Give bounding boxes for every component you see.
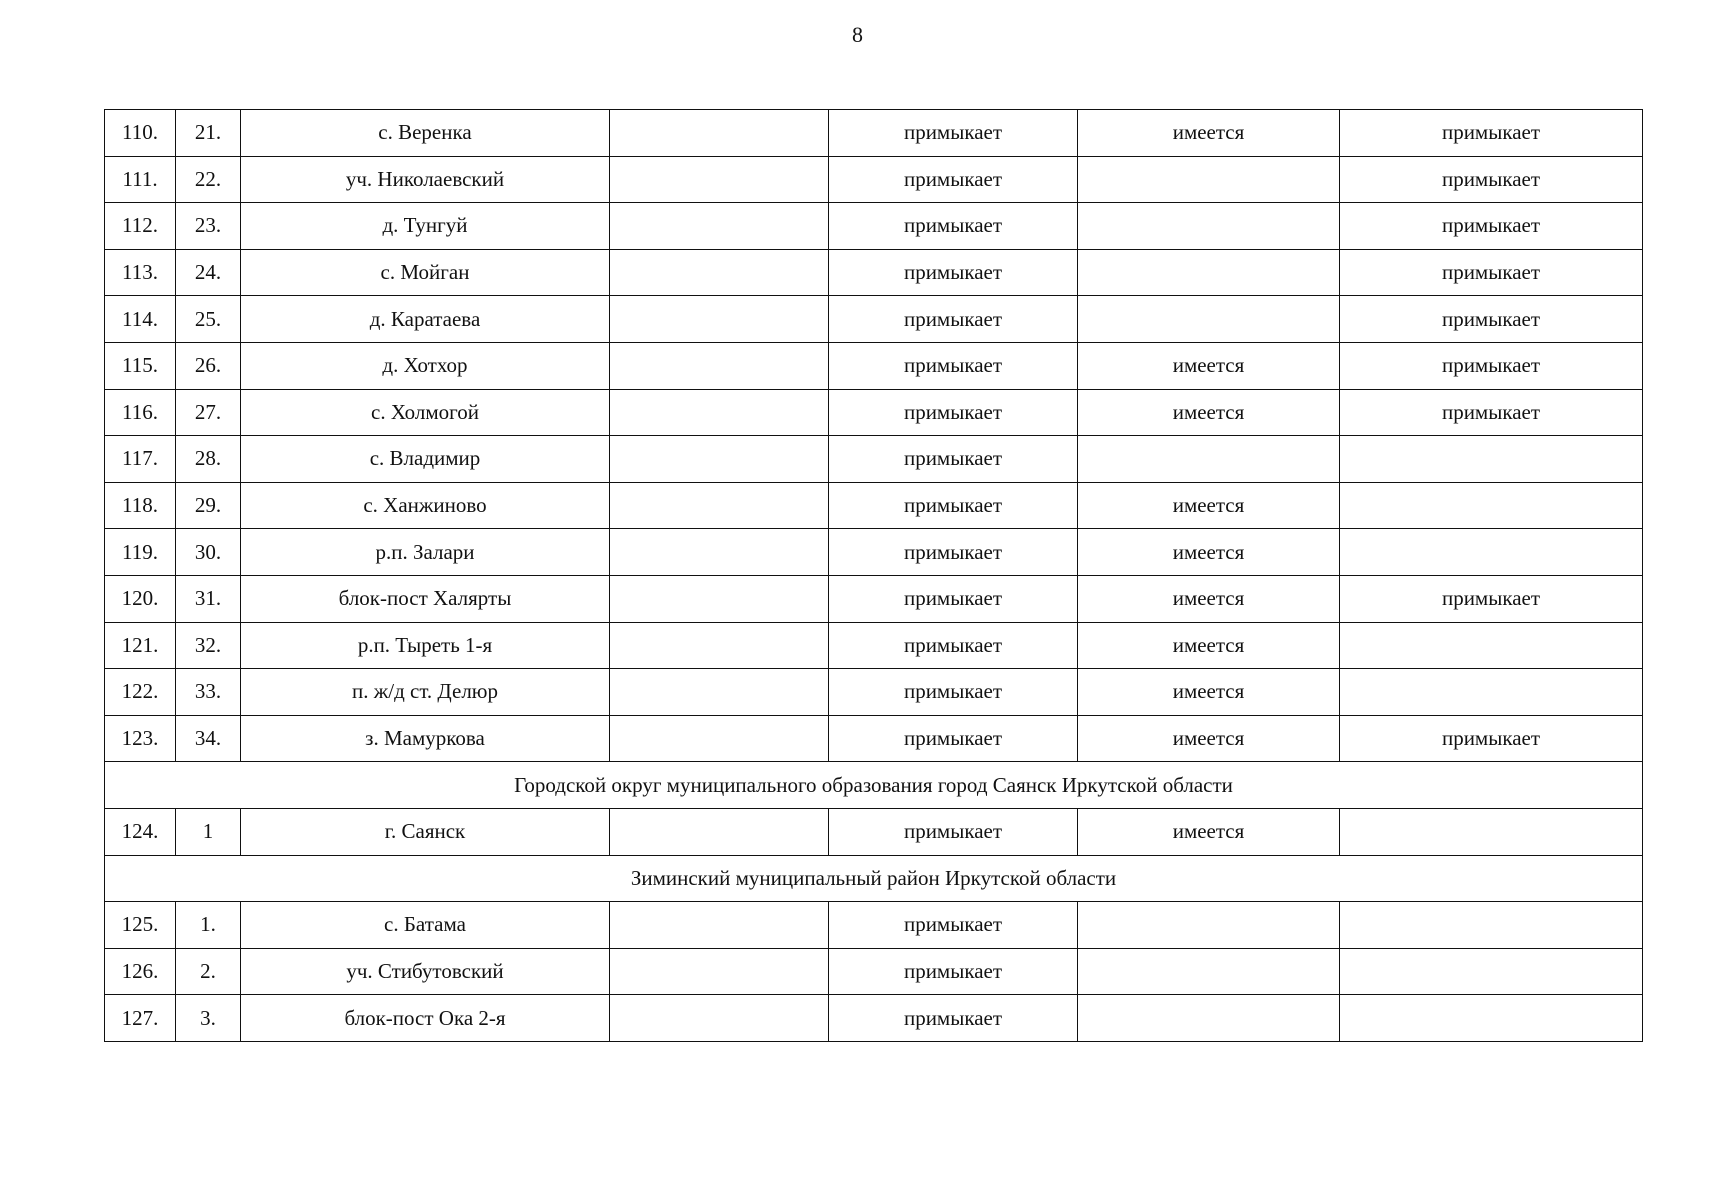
- column-7-cell: [1340, 995, 1643, 1042]
- table-row: [105, 902, 1643, 949]
- column-5-cell: примыкает: [829, 110, 1078, 157]
- row-number: 125.: [105, 902, 176, 949]
- column-6-cell: [1078, 156, 1340, 203]
- settlement-name: г. Саянск: [241, 808, 610, 855]
- column-7-cell: примыкает: [1340, 715, 1643, 762]
- table-body: [105, 110, 1643, 1042]
- section-title: Городской округ муниципального образования город Саянск Иркутской области: [105, 762, 1643, 809]
- local-number: 26.: [176, 342, 241, 389]
- settlement-name: с. Мойган: [241, 249, 610, 296]
- column-5-cell: примыкает: [829, 529, 1078, 576]
- settlement-name: блок-пост Ока 2-я: [241, 995, 610, 1042]
- column-6-cell: [1078, 436, 1340, 483]
- column-5-cell: примыкает: [829, 156, 1078, 203]
- section-row: [105, 762, 1643, 809]
- settlement-name: уч. Стибутовский: [241, 948, 610, 995]
- column-7-cell: примыкает: [1340, 296, 1643, 343]
- local-number: 28.: [176, 436, 241, 483]
- section-row: [105, 855, 1643, 902]
- row-number: 127.: [105, 995, 176, 1042]
- settlement-name: р.п. Залари: [241, 529, 610, 576]
- local-number: 21.: [176, 110, 241, 157]
- column-4-cell: [610, 156, 829, 203]
- column-5-cell: примыкает: [829, 436, 1078, 483]
- column-5-cell: примыкает: [829, 995, 1078, 1042]
- table-row: [105, 529, 1643, 576]
- row-number: 112.: [105, 203, 176, 250]
- column-6-cell: [1078, 296, 1340, 343]
- table-row: [105, 622, 1643, 669]
- column-7-cell: примыкает: [1340, 575, 1643, 622]
- table-row: [105, 808, 1643, 855]
- table-row: [105, 389, 1643, 436]
- column-4-cell: [610, 808, 829, 855]
- table-row: [105, 948, 1643, 995]
- column-4-cell: [610, 995, 829, 1042]
- column-5-cell: примыкает: [829, 342, 1078, 389]
- column-6-cell: имеется: [1078, 808, 1340, 855]
- settlements-table: [104, 109, 1643, 1042]
- column-4-cell: [610, 249, 829, 296]
- local-number: 1.: [176, 902, 241, 949]
- local-number: 25.: [176, 296, 241, 343]
- table-row: [105, 436, 1643, 483]
- local-number: 30.: [176, 529, 241, 576]
- table-row: [105, 669, 1643, 716]
- column-5-cell: примыкает: [829, 203, 1078, 250]
- row-number: 120.: [105, 575, 176, 622]
- local-number: 23.: [176, 203, 241, 250]
- column-5-cell: примыкает: [829, 575, 1078, 622]
- column-6-cell: [1078, 902, 1340, 949]
- column-7-cell: [1340, 622, 1643, 669]
- section-title: Зиминский муниципальный район Иркутской области: [105, 855, 1643, 902]
- column-5-cell: примыкает: [829, 902, 1078, 949]
- column-6-cell: имеется: [1078, 575, 1340, 622]
- local-number: 3.: [176, 995, 241, 1042]
- column-5-cell: примыкает: [829, 249, 1078, 296]
- column-6-cell: имеется: [1078, 715, 1340, 762]
- local-number: 32.: [176, 622, 241, 669]
- column-4-cell: [610, 622, 829, 669]
- column-4-cell: [610, 948, 829, 995]
- column-4-cell: [610, 110, 829, 157]
- column-6-cell: имеется: [1078, 110, 1340, 157]
- column-6-cell: [1078, 249, 1340, 296]
- column-5-cell: примыкает: [829, 669, 1078, 716]
- row-number: 113.: [105, 249, 176, 296]
- table-row: [105, 575, 1643, 622]
- column-5-cell: примыкает: [829, 808, 1078, 855]
- local-number: 33.: [176, 669, 241, 716]
- row-number: 111.: [105, 156, 176, 203]
- row-number: 110.: [105, 110, 176, 157]
- column-7-cell: [1340, 948, 1643, 995]
- column-7-cell: [1340, 902, 1643, 949]
- column-4-cell: [610, 575, 829, 622]
- local-number: 27.: [176, 389, 241, 436]
- table-row: [105, 156, 1643, 203]
- table-row: [105, 342, 1643, 389]
- row-number: 116.: [105, 389, 176, 436]
- row-number: 122.: [105, 669, 176, 716]
- column-5-cell: примыкает: [829, 389, 1078, 436]
- column-4-cell: [610, 296, 829, 343]
- column-7-cell: [1340, 436, 1643, 483]
- row-number: 124.: [105, 808, 176, 855]
- settlement-name: с. Владимир: [241, 436, 610, 483]
- row-number: 121.: [105, 622, 176, 669]
- column-6-cell: имеется: [1078, 622, 1340, 669]
- column-4-cell: [610, 669, 829, 716]
- column-4-cell: [610, 342, 829, 389]
- table-row: [105, 296, 1643, 343]
- settlement-name: п. ж/д ст. Делюр: [241, 669, 610, 716]
- table-row: [105, 203, 1643, 250]
- column-6-cell: имеется: [1078, 669, 1340, 716]
- column-5-cell: примыкает: [829, 482, 1078, 529]
- column-4-cell: [610, 529, 829, 576]
- row-number: 115.: [105, 342, 176, 389]
- page-number: 8: [852, 22, 863, 47]
- settlement-name: с. Веренка: [241, 110, 610, 157]
- settlement-name: д. Хотхор: [241, 342, 610, 389]
- column-4-cell: [610, 203, 829, 250]
- local-number: 31.: [176, 575, 241, 622]
- column-6-cell: имеется: [1078, 529, 1340, 576]
- row-number: 114.: [105, 296, 176, 343]
- local-number: 22.: [176, 156, 241, 203]
- local-number: 24.: [176, 249, 241, 296]
- column-6-cell: [1078, 203, 1340, 250]
- column-6-cell: имеется: [1078, 342, 1340, 389]
- column-5-cell: примыкает: [829, 948, 1078, 995]
- column-5-cell: примыкает: [829, 715, 1078, 762]
- column-7-cell: примыкает: [1340, 110, 1643, 157]
- column-7-cell: [1340, 482, 1643, 529]
- settlement-name: с. Ханжиново: [241, 482, 610, 529]
- settlement-name: с. Батама: [241, 902, 610, 949]
- table-row: [105, 995, 1643, 1042]
- column-7-cell: примыкает: [1340, 203, 1643, 250]
- column-4-cell: [610, 436, 829, 483]
- local-number: 34.: [176, 715, 241, 762]
- table-row: [105, 715, 1643, 762]
- local-number: 1: [176, 808, 241, 855]
- column-7-cell: примыкает: [1340, 342, 1643, 389]
- local-number: 2.: [176, 948, 241, 995]
- column-4-cell: [610, 715, 829, 762]
- column-7-cell: [1340, 808, 1643, 855]
- row-number: 126.: [105, 948, 176, 995]
- column-4-cell: [610, 389, 829, 436]
- row-number: 117.: [105, 436, 176, 483]
- table-row: [105, 110, 1643, 157]
- column-4-cell: [610, 902, 829, 949]
- column-7-cell: [1340, 529, 1643, 576]
- column-4-cell: [610, 482, 829, 529]
- table-row: [105, 249, 1643, 296]
- settlement-name: д. Тунгуй: [241, 203, 610, 250]
- column-5-cell: примыкает: [829, 296, 1078, 343]
- settlement-name: блок-пост Халярты: [241, 575, 610, 622]
- column-6-cell: [1078, 995, 1340, 1042]
- settlement-name: уч. Николаевский: [241, 156, 610, 203]
- row-number: 119.: [105, 529, 176, 576]
- settlement-name: д. Каратаева: [241, 296, 610, 343]
- row-number: 123.: [105, 715, 176, 762]
- local-number: 29.: [176, 482, 241, 529]
- settlement-name: з. Мамуркова: [241, 715, 610, 762]
- column-7-cell: примыкает: [1340, 389, 1643, 436]
- column-6-cell: имеется: [1078, 482, 1340, 529]
- column-7-cell: примыкает: [1340, 156, 1643, 203]
- column-7-cell: примыкает: [1340, 249, 1643, 296]
- column-5-cell: примыкает: [829, 622, 1078, 669]
- column-6-cell: [1078, 948, 1340, 995]
- row-number: 118.: [105, 482, 176, 529]
- settlement-name: р.п. Тыреть 1-я: [241, 622, 610, 669]
- column-6-cell: имеется: [1078, 389, 1340, 436]
- column-7-cell: [1340, 669, 1643, 716]
- settlement-name: с. Холмогой: [241, 389, 610, 436]
- table-row: [105, 482, 1643, 529]
